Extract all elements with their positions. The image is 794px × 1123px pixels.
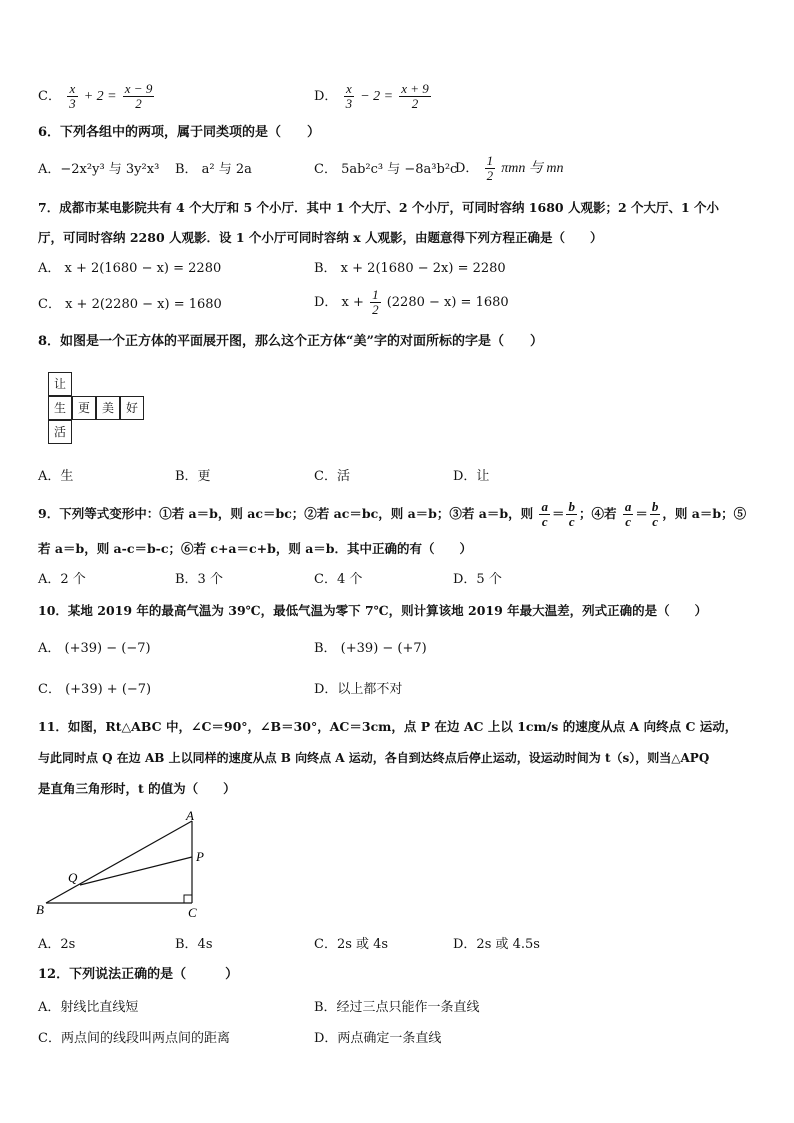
q11-option-c: C．2s 或 4s — [314, 937, 389, 952]
fraction: $\frac{x + 9}{2}$ — [401, 81, 429, 111]
net-cell: 好 — [120, 396, 144, 420]
net-cell: 让 — [48, 372, 72, 396]
segment-qp — [80, 857, 192, 885]
q7-option-d: D． x + $\frac{1}{2}$ (2280 − x) = 1680 — [314, 287, 509, 317]
q5-option-d: D． $\frac{x}{3}$ − 2 = $\frac{x + 9}{2}$ — [314, 81, 429, 111]
q8-stem: 8．如图是一个正方体的平面展开图，那么这个正方体“美”字的对面所标的字是（ ） — [38, 334, 544, 349]
label-a: A — [186, 808, 194, 823]
q10-option-a: A． (+39) − (−7) — [38, 641, 151, 656]
q6-option-a: A．−2x²y³ 与 3y²x³ — [38, 162, 160, 177]
q12-option-b: B．经过三点只能作一条直线 — [314, 1000, 480, 1015]
fraction: $\frac{a}{c}$ — [624, 499, 632, 529]
q8-option-a: A．生 — [38, 469, 74, 484]
fraction: $\frac{b}{c}$ — [651, 499, 659, 529]
net-cell: 美 — [96, 396, 120, 420]
q5-option-c: C． $\frac{x}{3}$ + 2 = $\frac{x - 9}{2}$ — [38, 81, 153, 111]
q12-option-c: C．两点间的线段叫两点间的距离 — [38, 1031, 230, 1046]
q10-stem: 10．某地 2019 年的最高气温为 39℃，最低气温为零下 7℃，则计算该地 2019 年最大温差，列式正确的是（ ） — [38, 603, 708, 618]
right-angle-mark — [184, 895, 192, 903]
fraction: $\frac{a}{c}$ — [541, 499, 548, 529]
q9-stem-line2: 若 a＝b，则 a-c＝b-c；⑥若 c+a＝c+b，则 a＝b．其中正确的有（ ） — [38, 541, 473, 556]
q7-option-b: B． x + 2(1680 − 2x) = 2280 — [314, 261, 506, 276]
fraction: $\frac{b}{c}$ — [568, 499, 575, 529]
q12-option-a: A．射线比直线短 — [38, 1000, 139, 1015]
q11-stem-line3: 是直角三角形时，t 的值为（ ） — [38, 781, 236, 796]
q7-option-a: A． x + 2(1680 − x) = 2280 — [38, 261, 222, 276]
q7-stem-line1: 7．成都市某电影院共有 4 个大厅和 5 个小厅．其中 1 个大厅、2 个小厅，可同时容纳 1680 人观影；2 个大厅、1 个小 — [38, 200, 720, 215]
fraction: $\frac{x}{3}$ — [345, 81, 353, 111]
label-p: P — [196, 849, 204, 864]
q9-option-b: B．3 个 — [175, 572, 223, 587]
q11-stem-line1: 11．如图，Rt△ABC 中，∠C＝90°，∠B＝30°，AC＝3cm，点 P 在边 AC 上以 1cm/s 的速度从点 A 向终点 C 运动， — [38, 719, 738, 734]
label-c: C — [188, 905, 197, 920]
q6-option-c: C． 5ab²c³ 与 −8a³b²c — [314, 162, 458, 177]
q8-option-c: C．活 — [314, 469, 350, 484]
q6-option-d: D． $\frac{1}{2}$ πmn 与 mn — [455, 153, 564, 183]
triangle-figure — [30, 808, 220, 923]
q8-option-b: B．更 — [175, 469, 211, 484]
q10-option-c: C． (+39) + (−7) — [38, 682, 152, 697]
label-q: Q — [68, 870, 78, 885]
fraction: $\frac{x - 9}{2}$ — [124, 81, 153, 111]
net-cell: 更 — [72, 396, 96, 420]
fraction: $\frac{1}{2}$ — [486, 153, 494, 183]
q8-option-d: D．让 — [453, 469, 490, 484]
q7-option-c: C． x + 2(2280 − x) = 1680 — [38, 297, 222, 312]
q11-option-b: B．4s — [175, 937, 213, 952]
label-b: B — [36, 902, 44, 917]
q9-option-d: D．5 个 — [453, 572, 502, 587]
q12-stem: 12．下列说法正确的是（ ） — [38, 967, 239, 982]
q9-stem-line1: 9．下列等式变形中：①若 a＝b，则 ac＝bc；②若 ac＝bc，则 a＝b；③若 a＝b，则 $\frac{a}{c}$ ＝ $\frac{b}{c}$ ；④若 $\frac{a}{c}$ ＝ $\frac{b}{c}$ ，则 a＝b；⑤ — [38, 499, 747, 529]
q9-option-c: C．4 个 — [314, 572, 363, 587]
net-cell: 生 — [48, 396, 72, 420]
net-cell: 活 — [48, 420, 72, 444]
fraction: $\frac{1}{2}$ — [372, 287, 379, 317]
q11-option-a: A．2s — [38, 937, 76, 952]
q10-option-b: B． (+39) − (+7) — [314, 641, 427, 656]
fraction: $\frac{x}{3}$ — [69, 81, 76, 111]
q9-option-a: A．2 个 — [38, 572, 86, 587]
q7-stem-line2: 厅，可同时容纳 2280 人观影．设 1 个小厅可同时容纳 x 人观影，由题意得下列方程正确是（ ） — [38, 230, 603, 245]
q10-option-d: D．以上都不对 — [314, 682, 403, 697]
q11-option-d: D．2s 或 4.5s — [453, 937, 540, 952]
q11-stem-line2: 与此同时点 Q 在边 AB 上以同样的速度从点 B 向终点 A 运动，各自到达终点后停止运动，设运动时间为 t（s），则当△APQ — [38, 751, 710, 765]
q6-option-b: B． a² 与 2a — [175, 162, 252, 177]
q6-stem: 6．下列各组中的两项，属于同类项的是（ ） — [38, 125, 321, 140]
q12-option-d: D．两点确定一条直线 — [314, 1031, 442, 1046]
